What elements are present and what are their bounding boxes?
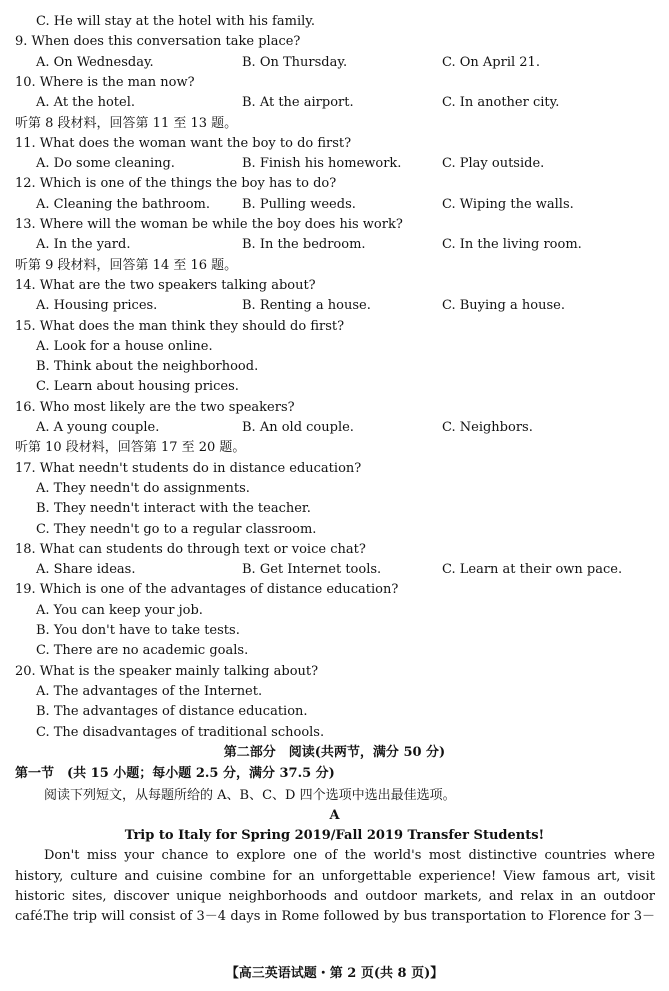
- answer-option: B. On Thursday.: [242, 54, 348, 70]
- answer-option: B. They needn't interact with the teacher.: [36, 501, 311, 517]
- question: 13. Where will the woman be while the boy does his work?: [15, 217, 403, 232]
- answer-option: C. There are no academic goals.: [36, 643, 249, 659]
- question: 11. What does the woman want the boy to do first?: [15, 135, 352, 151]
- question: 15. What does the man think they should do first?: [15, 318, 345, 334]
- answer-option: C. Learn at their own pace.: [442, 562, 623, 578]
- section-instruction: 听第 8 段材料，回答第 11 至 13 题。: [15, 115, 238, 131]
- answer-option: B. An old couple.: [242, 420, 354, 435]
- answer-option: A. Cleaning the bathroom.: [36, 196, 210, 212]
- paragraph-line: historic sites, discover unique neighborhoods and outdoor markets, and relax in an outdoor café.: [15, 889, 655, 924]
- answer-option: C. They needn't go to a regular classroom.: [36, 521, 317, 537]
- question: 17. What needn't students do in distance education?: [15, 460, 362, 476]
- answer-option: A. Do some cleaning.: [36, 156, 175, 172]
- answer-option: C. Play outside.: [442, 156, 545, 172]
- answer-option: C. Buying a house.: [442, 298, 565, 314]
- option-row: [0, 53, 669, 73]
- question: 12. Which is one of the things the boy has to do?: [15, 176, 337, 192]
- passage-title: Trip to Italy for Spring 2019/Fall 2019 Transfer Students!: [124, 828, 545, 843]
- answer-option: C. The disadvantages of traditional schools.: [36, 724, 325, 740]
- answer-option: A. A young couple.: [36, 420, 160, 435]
- option-row: [0, 93, 669, 113]
- answer-option: C. Learn about housing prices.: [36, 379, 239, 395]
- answer-option: B. Finish his homework.: [242, 156, 402, 172]
- answer-option: A. The advantages of the Internet.: [36, 683, 263, 699]
- option-row: [0, 195, 669, 215]
- paragraph-line: Don't miss your chance to explore one of the world's most distinctive countries where: [44, 848, 655, 863]
- answer-option: A. On Wednesday.: [36, 54, 154, 70]
- answer-option: A. In the yard.: [36, 237, 131, 253]
- answer-option: B. Pulling weeds.: [242, 196, 356, 212]
- passage-label: A: [329, 808, 340, 823]
- option-row: [0, 418, 669, 438]
- answer-option: C. Wiping the walls.: [442, 196, 574, 212]
- answer-option: A. They needn't do assignments.: [36, 480, 250, 496]
- question: 10. Where is the man now?: [15, 74, 195, 90]
- answer-option: B. The advantages of distance education.: [36, 704, 308, 720]
- option-row: [0, 154, 669, 174]
- answer-option: A. You can keep your job.: [36, 602, 203, 618]
- option-row: [0, 560, 669, 580]
- option-row: [0, 296, 669, 316]
- answer-option: A. Share ideas.: [36, 562, 136, 578]
- question: 16. Who most likely are the two speakers?: [15, 399, 295, 415]
- answer-option: B. Renting a house.: [242, 298, 371, 314]
- answer-option: B. Get Internet tools.: [242, 562, 382, 578]
- answer-option: C. In the living room.: [442, 237, 582, 253]
- answer-option: C. He will stay at the hotel with his family.: [36, 14, 316, 29]
- answer-option: A. At the hotel.: [36, 95, 135, 111]
- answer-option: B. Think about the neighborhood.: [36, 359, 259, 375]
- answer-option: B. You don't have to take tests.: [36, 623, 240, 638]
- answer-option: C. On April 21.: [442, 54, 540, 70]
- question: 14. What are the two speakers talking about?: [15, 277, 316, 293]
- question: 19. Which is one of the advantages of distance education?: [15, 582, 399, 598]
- answer-option: C. Neighbors.: [442, 420, 533, 435]
- reading-instruction: 阅读下列短文，从每题所给的 A、B、C、D 四个选项中选出最佳选项。: [44, 788, 456, 803]
- paragraph-line: The trip will consist of 3－4 days in Rome followed by bus transportation to Florence for 3－: [44, 909, 655, 924]
- question: 18. What can students do through text or voice chat?: [15, 541, 366, 557]
- paragraph-line: history, culture and cuisine combine for an unforgettable experience! View famous art, visit: [15, 869, 655, 884]
- answer-option: A. Look for a house online.: [36, 338, 213, 354]
- option-row: [0, 235, 669, 255]
- question: 9. When does this conversation take place?: [15, 34, 301, 50]
- section-instruction: 听第 10 段材料，回答第 17 至 20 题。: [15, 440, 246, 456]
- section-instruction: 听第 9 段材料，回答第 14 至 16 题。: [15, 257, 238, 273]
- question: 20. What is the speaker mainly talking about?: [15, 663, 319, 679]
- section1-title: 第一节 (共 15 小题；每小题 2.5 分，满分 37.5 分): [15, 766, 335, 781]
- answer-option: B. In the bedroom.: [242, 237, 366, 253]
- answer-option: C. In another city.: [442, 95, 560, 111]
- part2-title: 第二部分 阅读(共两节，满分 50 分): [223, 745, 446, 760]
- answer-option: B. At the airport.: [242, 95, 354, 111]
- page-footer: 【高三英语试题・第 2 页(共 8 页)】: [225, 966, 444, 981]
- answer-option: A. Housing prices.: [36, 298, 158, 314]
